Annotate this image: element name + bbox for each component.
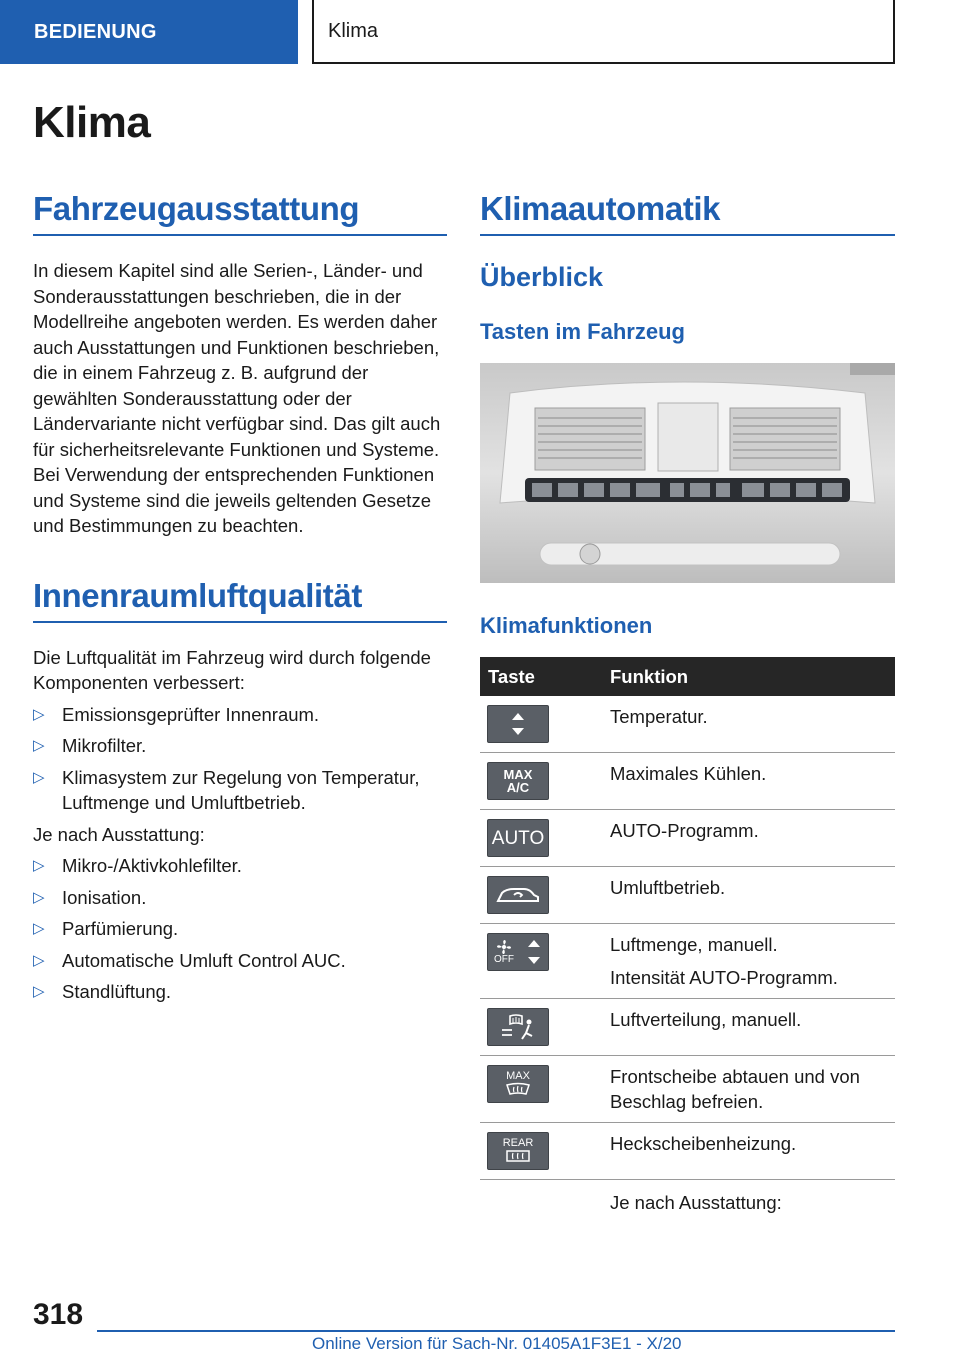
triangle-bullet-icon: ▷: [33, 951, 45, 969]
right-column: [480, 190, 895, 1223]
triangle-bullet-icon: ▷: [33, 705, 45, 723]
list-optional: [33, 853, 447, 1005]
table-row: [480, 810, 895, 867]
max-defrost-icon: MAX: [487, 1065, 549, 1103]
list-item: ▷ Standlüftung.: [33, 979, 447, 1005]
function-text: Luftmenge, manuell.: [610, 934, 778, 955]
list-item: ▷ Emissionsgeprüfter Innenraum.: [33, 702, 447, 728]
chapter-title: Klima: [33, 98, 151, 147]
function-text: AUTO-Programm.: [610, 810, 895, 867]
table-row: [480, 1180, 895, 1224]
chapter-tab: [312, 0, 895, 64]
function-text: Temperatur.: [610, 696, 895, 753]
list-item: ▷ Automatische Umluft Control AUC.: [33, 948, 447, 974]
heading-innenraumluftqualitaet: Innenraumluftqualität: [33, 577, 447, 623]
paragraph-je-nach-ausstattung: Je nach Ausstattung:: [33, 823, 205, 845]
heading-fahrzeugausstattung: Fahrzeugausstattung: [33, 190, 447, 236]
list-item: ▷ Ionisation.: [33, 885, 447, 911]
triangle-bullet-icon: ▷: [33, 768, 45, 786]
function-text: Luftverteilung, manuell.: [610, 999, 895, 1056]
list-item: ▷ Mikrofilter.: [33, 733, 447, 759]
left-column: [33, 190, 447, 1005]
triangle-bullet-icon: ▷: [33, 920, 45, 937]
triangle-bullet-icon: ▷: [33, 888, 45, 906]
list-components: [33, 702, 447, 816]
auto-icon: AUTO: [487, 819, 549, 857]
table-row: [480, 1123, 895, 1180]
air-distribution-icon: [487, 1008, 549, 1046]
heading-klimaautomatik: Klimaautomatik: [480, 190, 895, 236]
function-text: Frontscheibe abtauen und von Beschlag befreien.: [610, 1056, 895, 1123]
section-tab: [0, 0, 298, 64]
table-row: [480, 696, 895, 753]
chapter-label: Klima: [328, 19, 379, 42]
column-header-funktion: Funktion: [610, 657, 895, 696]
table-header-row: [480, 657, 895, 696]
fan-off-icon: OFF: [487, 933, 549, 971]
list-item: ▷ Parfümierung.: [33, 916, 447, 942]
triangle-bullet-icon: ▷: [33, 737, 45, 754]
column-header-taste: Taste: [480, 657, 610, 696]
recirculation-icon: [487, 876, 549, 914]
function-text: Umluftbetrieb.: [610, 867, 895, 924]
max-ac-icon: MAX A/C: [487, 762, 549, 800]
page-number: 318: [33, 1298, 84, 1331]
table-row: [480, 753, 895, 810]
table-row: [480, 924, 895, 999]
paragraph-luftqualitaet: Die Luftqualität im Fahrzeug wird durch folgende Komponenten verbessert:: [33, 646, 431, 693]
climate-panel-photo: [480, 363, 895, 583]
triangle-bullet-icon: ▷: [33, 857, 45, 874]
function-text: Intensität AUTO-Programm.: [610, 967, 838, 988]
function-text: Heckscheibenheizung.: [610, 1123, 895, 1180]
footer-version-text: Online Version für Sach-Nr. 01405A1F3E1 - X/20: [312, 1334, 682, 1353]
table-row: [480, 867, 895, 924]
table-row: [480, 999, 895, 1056]
heading-klimafunktionen: Klimafunktionen: [480, 613, 653, 638]
list-item: ▷ Klimasystem zur Regelung von Temperatur, Luftmenge und Umluftbetrieb.: [33, 766, 420, 813]
heading-tasten-im-fahrzeug: Tasten im Fahrzeug: [480, 319, 685, 344]
section-label: BEDIENUNG: [34, 20, 157, 43]
table-row: [480, 1056, 895, 1123]
function-text: Je nach Ausstattung:: [610, 1192, 782, 1213]
list-item: ▷ Mikro-/Aktivkohlefilter.: [33, 853, 447, 879]
climate-function-table: [480, 657, 895, 1223]
temperature-arrows-icon: [487, 705, 549, 743]
triangle-bullet-icon: ▷: [33, 983, 45, 1000]
function-text: Maximales Kühlen.: [610, 753, 895, 810]
heading-ueberblick: Überblick: [480, 262, 604, 292]
paragraph-fahrzeugausstattung: In diesem Kapitel sind alle Serien-, Länder- und Sonderausstattungen beschrieben, die in der Modellreihe angeboten werden. Es werden daher auch Ausstattungen und Funktionen beschrieben, die in einem Fahrzeug z. B. aufgrund der gewählten Sonderausstattung oder der Ländervariante nicht verfügbar sind. Das gilt auch für sicherheitsrelevante Funktionen und Systeme. Bei Verwendung der entsprechenden Funktionen und Systeme sind die jeweils geltenden Gesetze und Bestimmungen zu beachten.: [33, 260, 441, 536]
rear-defrost-icon: REAR: [487, 1132, 549, 1170]
footer-divider: [97, 1330, 895, 1332]
